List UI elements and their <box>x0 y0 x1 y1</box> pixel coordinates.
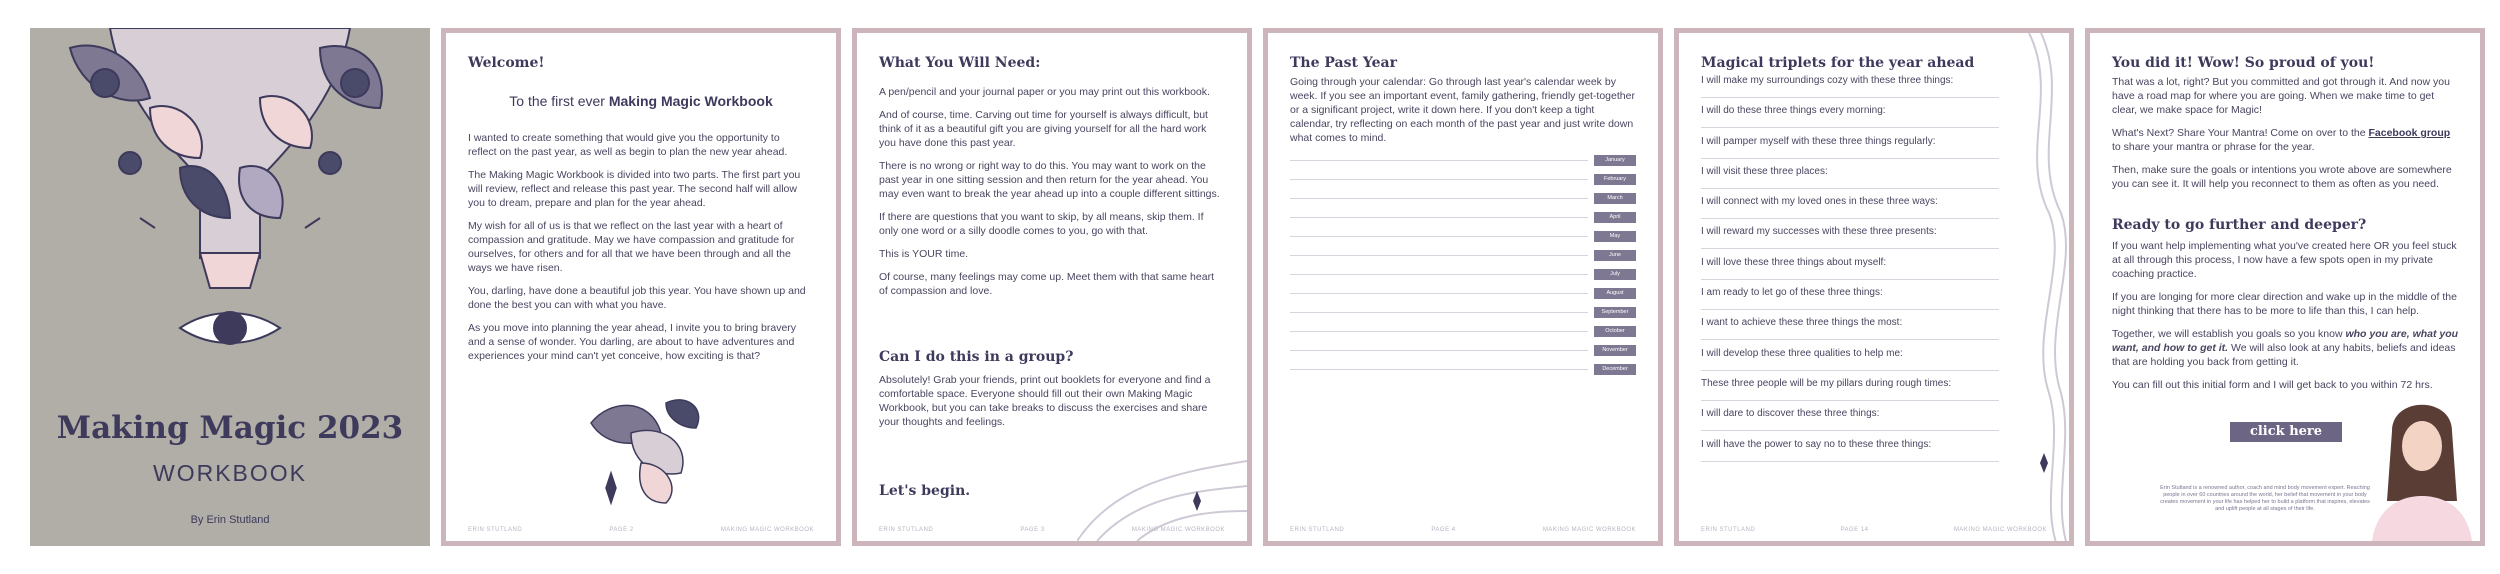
prompt-item[interactable] <box>1701 196 2009 226</box>
prompt-label: I am ready to let go of these three things: <box>1701 287 1883 299</box>
prompt-label: I will make my surroundings cozy with these three things: <box>1701 75 1954 86</box>
month-row[interactable] <box>1290 227 1636 246</box>
prompt-item[interactable] <box>1701 166 2009 196</box>
month-tag: July <box>1594 269 1636 280</box>
past-year-heading: The Past Year <box>1290 55 1397 71</box>
prompt-item[interactable] <box>1701 136 2009 166</box>
welcome-page <box>441 28 841 546</box>
cover-author: By Erin Stutland <box>190 514 270 526</box>
month-row[interactable] <box>1290 360 1636 379</box>
paragraph: This is YOUR time. <box>879 248 969 260</box>
month-row[interactable] <box>1290 170 1636 189</box>
paragraph: Of course, many feelings may come up. Meet them with that same heart of compassion and love. <box>879 271 1214 297</box>
paragraph: As you move into planning the year ahead, I invite you to bring bravery and a sense of wonder. You darling, are about to have adventures and experiences your mind can't yet conceive, how exciting is that? <box>468 322 797 362</box>
paragraph: And of course, time. Carving out time for yourself is always difficult, but think of it as a beautiful gift you are giving yourself for all the hard work you have done this past year. <box>879 109 1208 149</box>
page-footer <box>468 527 814 533</box>
facebook-group-link[interactable]: Facebook group <box>2368 127 2451 139</box>
final-body <box>2112 75 2460 200</box>
prompt-item[interactable] <box>1701 348 2009 378</box>
author-bio: Erin Stutland is a renowned author, coach and mind body movement expert. Reaching people in over 60 countries around the world, her belief that movement in your body creates movement in your life has helped her to build a platform that inspires, elevates and uplift people at all stages of their life. <box>2160 485 2370 512</box>
past-year-intro: Going through your calendar: Go through last year's calendar week by week. If you see an important event, family gathering, friendly get-together or a significant project, write it down here. If you don't keep a tight calendar, try reflecting on each month of the past year and just write down what comes to mind. <box>1290 76 1635 144</box>
final-page <box>2085 28 2485 546</box>
prompt-item[interactable] <box>1701 439 2009 469</box>
month-row[interactable] <box>1290 208 1636 227</box>
month-row[interactable] <box>1290 189 1636 208</box>
need-heading: What You Will Need: <box>879 55 1041 71</box>
welcome-body <box>468 131 810 372</box>
paragraph: There is no wrong or right way to do this. You may want to work on the past year in one sitting session and then return for the year ahead. You may even want to break the year ahead up into a couple different sittings. <box>879 160 1220 200</box>
triplets-heading: Magical triplets for the year ahead <box>1701 55 1975 71</box>
what-you-need-page <box>852 28 1252 546</box>
prompt-label: I will visit these three places: <box>1701 165 1828 177</box>
month-row[interactable] <box>1290 322 1636 341</box>
prompt-item[interactable] <box>1701 317 2009 347</box>
month-tag: April <box>1594 212 1636 223</box>
click-here-button[interactable]: click here <box>2230 422 2342 442</box>
need-body <box>879 85 1225 307</box>
author-photo <box>2372 391 2472 541</box>
month-tag: October <box>1594 326 1636 337</box>
paragraph: The Making Magic Workbook is divided into two parts. The first part you will review, reflect and release this past year. The second half will allow you to dream, prepare and plan for the year ahead. <box>468 169 801 209</box>
prompt-list <box>1701 75 2009 469</box>
prompt-label: I want to achieve these three things the most: <box>1701 317 1903 329</box>
month-row[interactable] <box>1290 246 1636 265</box>
prompt-item[interactable] <box>1701 75 2009 105</box>
prompt-item[interactable] <box>1701 408 2009 438</box>
group-text: Absolutely! Grab your friends, print out booklets for everyone and find a comfortable space. Everyone should fill out their own Making Magic Workbook, but you can take breaks to discuss the exercises and share your thoughts and feelings. <box>879 374 1211 428</box>
cover-page <box>30 28 430 546</box>
footer-left: ERIN STUTLAND <box>879 527 934 533</box>
page-footer <box>1701 527 2047 533</box>
paragraph: I wanted to create something that would give you the opportunity to reflect on the past year, as well as begin to plan the new year ahead. <box>468 132 788 158</box>
prompt-label: I will dare to discover these three things: <box>1701 408 1880 420</box>
paragraph: A pen/pencil and your journal paper or you may print out this workbook. <box>879 86 1210 98</box>
month-row[interactable] <box>1290 151 1636 170</box>
floral-illustration <box>30 28 430 368</box>
emphasis: who you are, what you want, and how to get it. <box>2112 328 2459 354</box>
paragraph: You can fill out this initial form and I will get back to you within 72 hrs. <box>2112 379 2433 391</box>
month-tag: November <box>1594 345 1636 356</box>
paragraph: That was a lot, right? But you committed and got through it. And now you have a road map for where you are going. When we make time to get clear, we make space for Magic! <box>2112 76 2450 116</box>
month-tag: February <box>1594 174 1636 185</box>
month-row[interactable] <box>1290 284 1636 303</box>
footer-page-number: PAGE 14 <box>1840 527 1869 533</box>
cover-title: Making Magic 2023 <box>56 410 404 446</box>
paragraph <box>2112 126 2460 154</box>
prompt-label: I will pamper myself with these three things regularly: <box>1701 135 1936 147</box>
paragraph: My wish for all of us is that we reflect on the last year with a heart of compassion and gratitude. May we have compassion and gratitude for ourselves, for others and for all that we have been through and all the ways we have risen. <box>468 220 795 274</box>
footer-page-number: PAGE 2 <box>609 527 634 533</box>
page-footer <box>879 527 1225 533</box>
intro-prefix: To the first ever <box>509 93 609 109</box>
month-tag: August <box>1594 288 1636 299</box>
group-heading: Can I do this in a group? <box>879 349 1074 365</box>
footer-left: ERIN STUTLAND <box>468 527 523 533</box>
prompt-item[interactable] <box>1701 378 2009 408</box>
month-row[interactable] <box>1290 341 1636 360</box>
prompt-label: I will have the power to say no to these three things: <box>1701 438 1932 450</box>
magical-triplets-page <box>1674 28 2074 546</box>
paragraph <box>2112 327 2460 369</box>
month-tag: March <box>1594 193 1636 204</box>
prompt-item[interactable] <box>1701 287 2009 317</box>
paragraph: If you are longing for more clear direction and wake up in the middle of the night thinking that there has to be more to life than this, I can help. <box>2112 291 2457 317</box>
footer-right: MAKING MAGIC WORKBOOK <box>1131 527 1225 533</box>
final-heading: You did it! Wow! So proud of you! <box>2112 55 2375 71</box>
prompt-label: These three people will be my pillars during rough times: <box>1701 377 1952 389</box>
footer-left: ERIN STUTLAND <box>1701 527 1756 533</box>
prompt-item[interactable] <box>1701 226 2009 256</box>
footer-right: MAKING MAGIC WORKBOOK <box>1953 527 2047 533</box>
page-footer <box>1290 527 1636 533</box>
footer-page-number: PAGE 4 <box>1431 527 1456 533</box>
prompt-label: I will connect with my loved ones in these three ways: <box>1701 196 1938 208</box>
prompt-label: I will do these three things every morning: <box>1701 105 1886 117</box>
wave-border-decoration <box>2019 33 2069 546</box>
welcome-heading: Welcome! <box>468 55 545 71</box>
floral-motif <box>571 393 711 513</box>
text: What's Next? Share Your Mantra! Come on over to the <box>2112 127 2369 139</box>
intro-title: Making Magic Workbook <box>608 93 773 109</box>
prompt-label: I will develop these three qualities to help me: <box>1701 347 1903 359</box>
prompt-item[interactable] <box>1701 257 2009 287</box>
month-row[interactable] <box>1290 265 1636 284</box>
month-tag: May <box>1594 231 1636 242</box>
month-list <box>1290 151 1636 379</box>
prompt-item[interactable] <box>1701 105 2009 135</box>
past-year-page <box>1263 28 1663 546</box>
further-heading: Ready to go further and deeper? <box>2112 217 2367 233</box>
month-tag: September <box>1594 307 1636 318</box>
month-tag: June <box>1594 250 1636 261</box>
paragraph: If you want help implementing what you've created here OR you feel stuck at all through this process, I now have a few spots open in my private coaching practice. <box>2112 240 2457 280</box>
welcome-intro <box>446 93 836 109</box>
footer-right: MAKING MAGIC WORKBOOK <box>720 527 814 533</box>
footer-right: MAKING MAGIC WORKBOOK <box>1542 527 1636 533</box>
month-tag: December <box>1594 364 1636 375</box>
further-body <box>2112 239 2460 401</box>
text: to share your mantra or phrase for the year. <box>2112 141 2315 153</box>
prompt-label: I will love these three things about myself: <box>1701 256 1887 268</box>
text: We will also look at any habits, beliefs and ideas that are holding you back from getting it. <box>2112 342 2456 368</box>
footer-left: ERIN STUTLAND <box>1290 527 1345 533</box>
text: Together, we will establish you goals so you know <box>2112 328 2346 340</box>
paragraph: If there are questions that you want to skip, by all means, skip them. If only one word or a silly doodle comes to you, go with that. <box>879 211 1204 237</box>
prompt-label: I will reward my successes with these three presents: <box>1701 226 1937 238</box>
paragraph: Then, make sure the goals or intentions you wrote above are somewhere you can see it. It will help you reconnect to them as often as you need. <box>2112 164 2452 190</box>
begin-heading: Let's begin. <box>879 483 971 499</box>
cover-subtitle: WORKBOOK <box>152 460 307 486</box>
footer-page-number: PAGE 3 <box>1020 527 1045 533</box>
month-row[interactable] <box>1290 303 1636 322</box>
paragraph: You, darling, have done a beautiful job this year. You have shown up and done the best you can with what you have. <box>468 285 806 311</box>
month-tag: January <box>1594 155 1636 166</box>
